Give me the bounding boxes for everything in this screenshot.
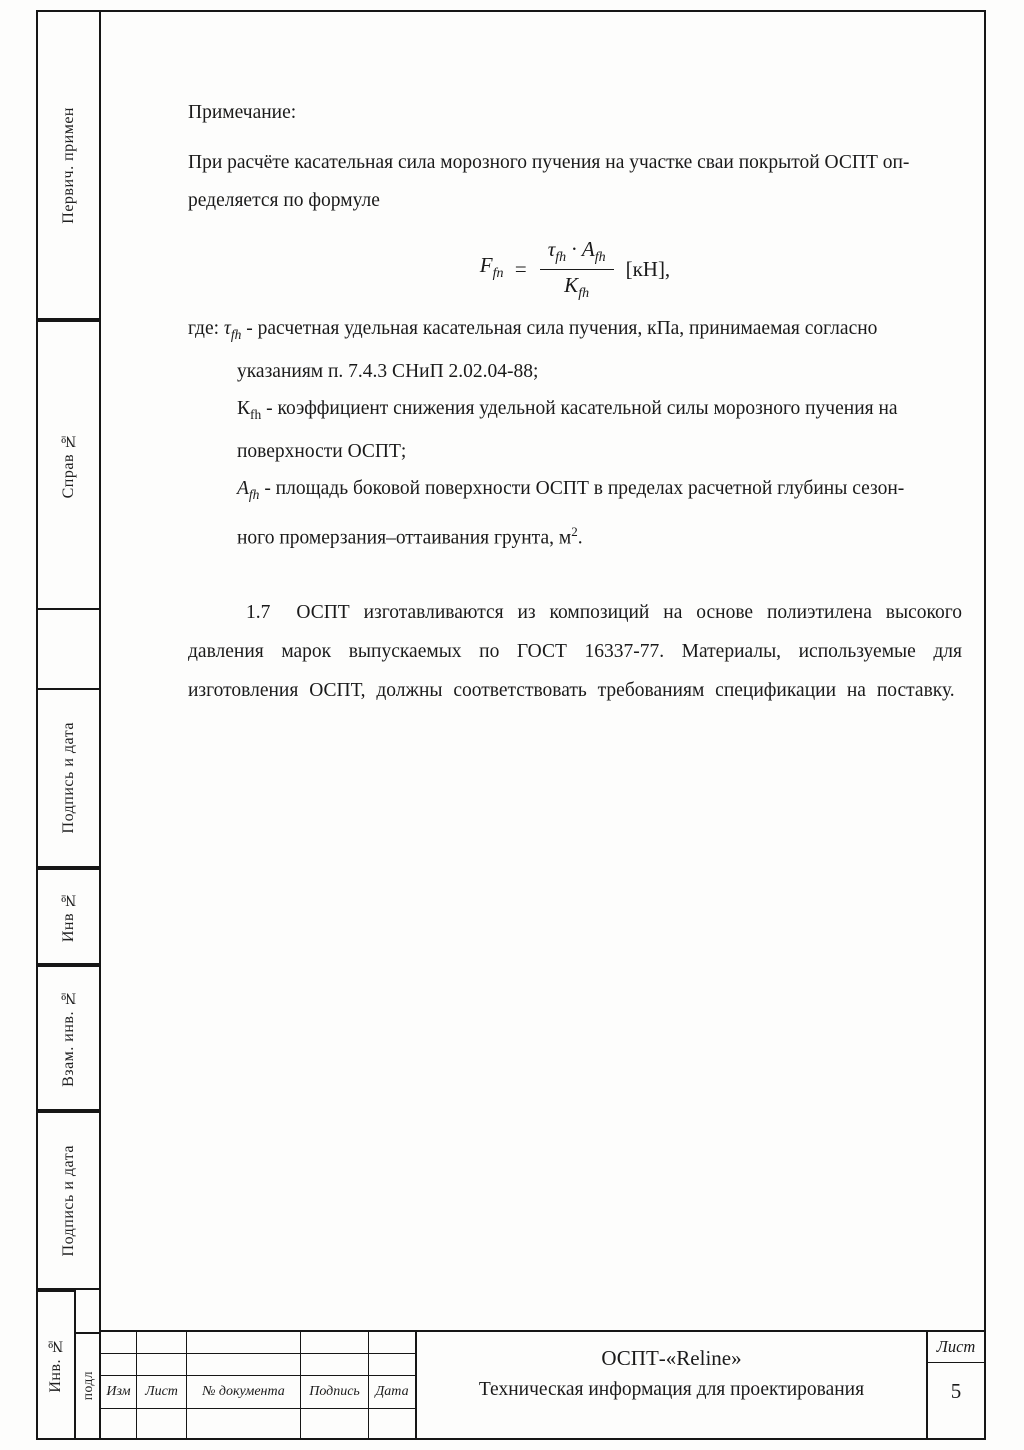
stamp-box-podl [74,1332,101,1440]
paragraph-number: 1.7 [246,601,271,623]
stamp-box-inv-no [36,868,101,965]
col-header-izm: Изм [101,1376,137,1409]
stamp-label: Инв № [59,890,77,943]
document-title: ОСПТ-«Reline» [601,1345,742,1370]
revision-cell [301,1332,369,1354]
where-item-2-text: - коэффициент снижения удельной касательной силы морозного пучения на [266,398,898,420]
revision-cell [101,1354,137,1376]
formula-equals: = [513,257,528,282]
col-header-list: Лист [137,1376,187,1409]
revision-cell [301,1354,369,1376]
stamp-box-sprav-no [36,320,101,610]
stamp-label: Подпись и дата [59,722,77,834]
where-item-3-line-1 [237,470,962,513]
revision-cell [187,1332,301,1354]
formula-fraction [540,236,614,302]
symbol-tau-fh: $\tau_{fh}$ [223,318,242,343]
stamp-box-pervich-primen [36,10,101,320]
revision-table [101,1332,417,1438]
revision-cell [101,1409,137,1438]
col-header-podpis: Подпись [301,1376,369,1409]
document-subtitle: Техническая информация для проектирования [478,1378,865,1400]
symbol-k-fh: $К_{fh}$ [237,398,262,423]
revision-cell [301,1409,369,1438]
formula [188,236,962,302]
revision-cell [137,1409,187,1438]
revision-cell [369,1409,415,1438]
paragraph-1-7 [188,593,962,710]
stamp-label: Первич. примен [59,106,77,224]
revision-cell [187,1354,301,1376]
title-block [99,1330,986,1440]
where-item-3-line-2: ного промерзания–оттаивания грунта, $м^2$. [237,524,583,549]
revision-cell [137,1332,187,1354]
stamp-label: Взам. инв. № [59,989,77,1087]
where-item-2-line-2: поверхности ОСПТ; [237,441,407,463]
stamp-box-inv-no-podl [36,1290,76,1440]
stamp-label: Подпись и дата [59,1144,77,1257]
symbol-a-fh: $A_{fh}$ [237,478,260,503]
revision-cell [369,1332,415,1354]
document-body [101,10,986,710]
stamp-label: Инв. № [47,1337,64,1393]
stamp-box-podpis-data-1 [36,688,101,868]
revision-cell [187,1409,301,1438]
stamp-label: Справ № [59,431,77,499]
note-heading: Примечание: [188,102,297,123]
where-item-1-line-1 [188,310,962,353]
document-title-cell [417,1332,928,1438]
where-item-3-text: - площадь боковой поверхности ОСПТ в пределах расчетной глубины сезон- [264,478,905,500]
sheet-cell [928,1332,984,1438]
where-item-2-line-1 [237,390,962,433]
fraction-numerator: $\tau_{fh} \cdot A_{fh}$ [540,236,614,270]
formula-lhs: $F_{fn}$ [479,252,504,281]
stamp-label: подл [79,1371,95,1401]
sheet-label: Лист [928,1332,984,1363]
note-line-2: ределяется по формуле [188,190,380,211]
where-item-1-text: - расчетная удельная касательная сила пучения, кПа, принимаемая согласно [246,318,878,340]
stamp-box-podpis-data-2 [36,1111,101,1290]
col-header-data: Дата [369,1376,415,1409]
revision-cell [101,1332,137,1354]
fraction-denominator: $K_{fh}$ [564,272,590,301]
sheet-number: 5 [950,1379,962,1403]
where-intro: где: [188,318,220,340]
formula-units: [кН], [625,257,671,282]
stamp-box-vzam-inv-no [36,965,101,1111]
paragraph-text: ОСПТ изготавливаются из композиций на основе полиэтилена высокого давления марок выпускаемых по ГОСТ 16337-77. Материалы, используемые для изготовления ОСПТ, должны соответствовать требованиям спецификации на поставку. [188,601,962,701]
where-item-1-line-2: указаниям п. 7.4.3 СНиП 2.02.04-88; [237,361,539,383]
col-header-no-dokumenta: № документа [187,1376,301,1409]
revision-cell [137,1354,187,1376]
note-line-1: При расчёте касательная сила морозного пучения на участке сваи покрытой ОСПТ оп- [188,152,910,173]
revision-cell [369,1354,415,1376]
